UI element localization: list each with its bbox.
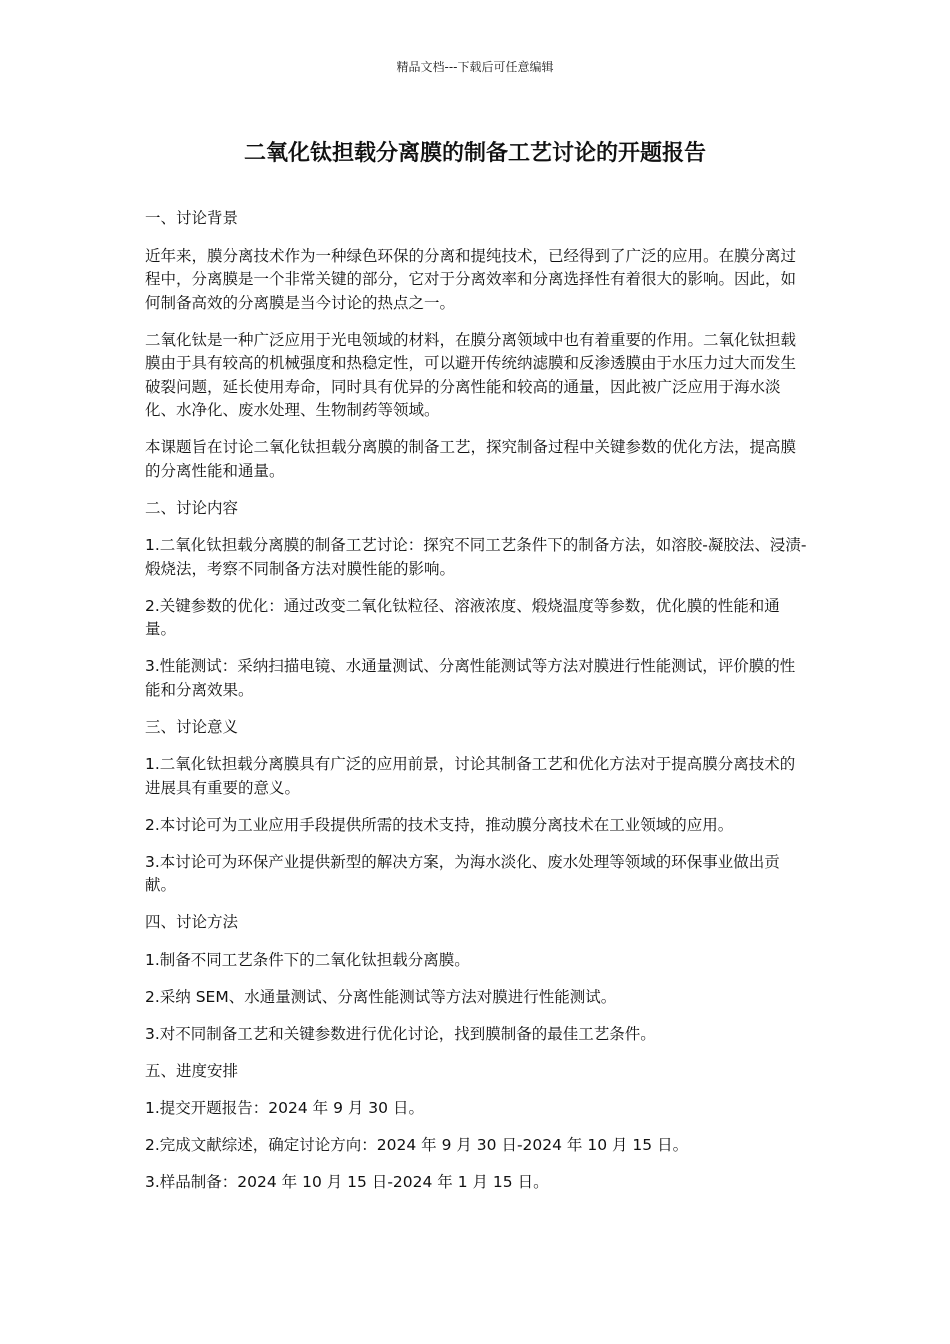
paragraph: 二氧化钛是一种广泛应用于光电领域的材料，在膜分离领域中也有着重要的作用。二氧化钛担载膜由于具有较高的机械强度和热稳定性，可以避开传统纳滤膜和反渗透膜由于水压力过大而发生破裂问题，延长使用寿命，同时具有优异的分离性能和较高的通量，因此被广泛应用于海水淡化、水净化、废水处理、生物制药等领域。 [145, 330, 797, 419]
paragraph: 2.完成文献综述，确定讨论方向：2024 年 9 月 30 日-2024 年 10 月 15 日。 [145, 1136, 689, 1154]
header-note: 精品文档---下载后可任意编辑 [396, 60, 554, 74]
section-heading: 四、讨论方法 [145, 913, 239, 931]
paragraph: 3.对不同制备工艺和关键参数进行优化讨论，找到膜制备的最佳工艺条件。 [145, 1024, 656, 1043]
paragraph: 1.提交开题报告：2024 年 9 月 30 日。 [145, 1099, 424, 1117]
paragraph: 3.性能测试：采纳扫描电镜、水通量测试、分离性能测试等方法对膜进行性能测试，评价膜的性能和分离效果。 [145, 657, 796, 699]
paragraph: 本课题旨在讨论二氧化钛担载分离膜的制备工艺，探究制备过程中关键参数的优化方法，提高膜的分离性能和通量。 [145, 438, 797, 480]
paragraph: 近年来，膜分离技术作为一种绿色环保的分离和提纯技术，已经得到了广泛的应用。在膜分离过程中，分离膜是一个非常关键的部分，它对于分离效率和分离选择性有着很大的影响。因此，如何制备高效的分离膜是当今讨论的热点之一。 [145, 246, 797, 312]
section-heading: 二、讨论内容 [145, 498, 239, 517]
document-body [145, 207, 810, 1208]
paragraph: 3.本讨论可为环保产业提供新型的解决方案，为海水淡化、废水处理等领域的环保事业做出贡献。 [145, 852, 780, 894]
section-heading: 五、进度安排 [145, 1061, 239, 1080]
paragraph: 3.样品制备：2024 年 10 月 15 日-2024 年 1 月 15 日。 [145, 1173, 549, 1191]
section-heading: 三、讨论意义 [145, 717, 239, 736]
paragraph: 1.二氧化钛担载分离膜的制备工艺讨论：探究不同工艺条件下的制备方法，如溶胶-凝胶法、浸渍-煅烧法，考察不同制备方法对膜性能的影响。 [145, 536, 807, 578]
paragraph: 2.采纳 SEM、水通量测试、分离性能测试等方法对膜进行性能测试。 [145, 987, 617, 1006]
paragraph: 2.关键参数的优化：通过改变二氧化钛粒径、溶液浓度、煅烧温度等参数，优化膜的性能和通量。 [145, 596, 780, 638]
section-heading: 一、讨论背景 [145, 209, 239, 227]
document-title: 二氧化钛担载分离膜的制备工艺讨论的开题报告 [243, 141, 706, 166]
paragraph: 1.制备不同工艺条件下的二氧化钛担载分离膜。 [145, 950, 470, 969]
paragraph: 2.本讨论可为工业应用手段提供所需的技术支持，推动膜分离技术在工业领域的应用。 [145, 815, 734, 834]
paragraph: 1.二氧化钛担载分离膜具有广泛的应用前景，讨论其制备工艺和优化方法对于提高膜分离技术的进展具有重要的意义。 [145, 755, 796, 797]
